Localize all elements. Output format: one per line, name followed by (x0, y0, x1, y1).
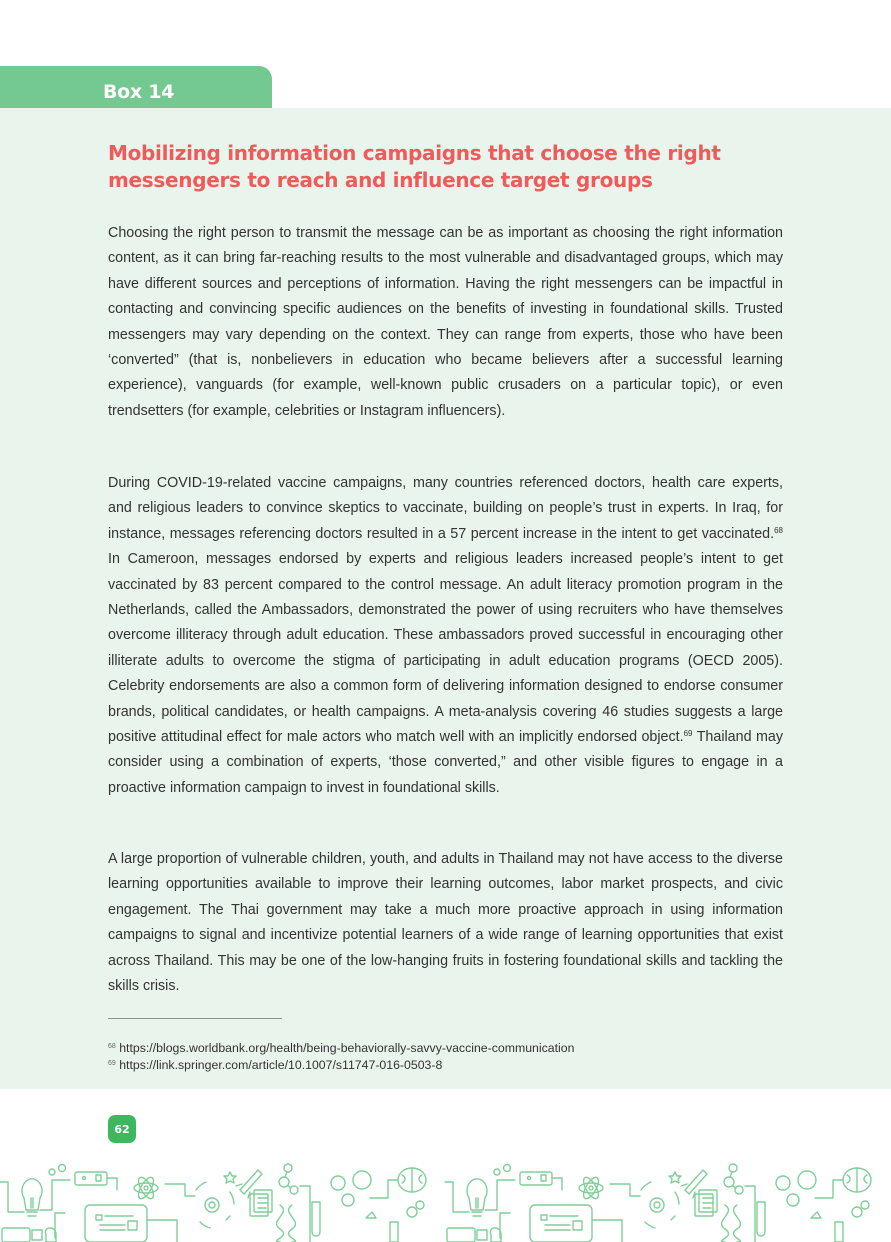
laptop-icon (85, 1205, 147, 1242)
molecule-icon (279, 1164, 298, 1194)
gear-orbit-icon (196, 1182, 234, 1228)
footnote-ref-69[interactable]: 69 (683, 729, 693, 739)
gear-icon (494, 1165, 511, 1176)
gear-orbit-icon (641, 1182, 679, 1228)
molecule-icon (724, 1164, 743, 1194)
lightbulb-icon (467, 1179, 487, 1216)
paragraph-2-part-3: Thailand may consider using a combination of experts, ‘those converted,” and other visible figures to engage in a proactive information campaign to invest in foundational skills. (108, 729, 783, 796)
footnote-68 (108, 1040, 788, 1057)
paragraph-2-part-2: In Cameroon, messages endorsed by experts and religious leaders increased people’s intent to get vaccinated by 83 percent compared to the control message. An adult literacy promotion program in the Netherlands, called the Ambassadors, demonstrated the power of using recruiters who have themselves overcome illiteracy through adult education. These ambassadors proved successful in encouraging other illiterate adults to overcome the stigma of participating in adult education programs (OECD 2005). Celebrity endorsements are also a common form of delivering information designed to endorse consumer brands, political candidates, or health campaigns. A meta-analysis covering 46 studies suggests a large positive attitudinal effect for male actors who match well with an implicitly endorsed object. (108, 551, 783, 746)
dna-icon (277, 1205, 296, 1242)
usb-chip-icon (75, 1172, 107, 1185)
gears-icon (776, 1171, 816, 1206)
laptop-icon (530, 1205, 592, 1242)
gears-icon (331, 1171, 371, 1206)
test-tube-icon (300, 1186, 320, 1242)
footnote-divider (108, 1018, 282, 1019)
usb-stick-icon (447, 1228, 487, 1242)
atom-icon (134, 1175, 158, 1201)
paragraph-3: A large proportion of vulnerable children, youth, and adults in Thailand may not have access to the diverse learning opportunities available to improve their learning outcomes, labor market prospects, and civic engagement. The Thai government may take a much more proactive approach in using information campaigns to signal and incentivize potential learners of a wide range of learning opportunities that exist across Thailand. This may be one of the low-hanging fruits in fostering foundational skills and tackling the skills crisis. (108, 851, 783, 995)
brain-icon (398, 1168, 426, 1192)
test-tube-icon (745, 1186, 765, 1242)
footnotes (108, 1040, 788, 1074)
lightbulb-icon (22, 1179, 42, 1216)
document-icon (695, 1190, 717, 1216)
brain-icon (843, 1168, 871, 1192)
box-title: Mobilizing information campaigns that choose the right messengers to reach and influence target groups (108, 141, 721, 192)
doodle-pattern-a (0, 1164, 426, 1242)
box-label: Box 14 (103, 81, 175, 103)
document-icon (250, 1190, 272, 1216)
atom-icon (579, 1175, 603, 1201)
paragraph-1: Choosing the right person to transmit the message can be as important as choosing the right information content, as it can bring far-reaching results to the most vulnerable and disadvantaged groups, which may have different sources and perceptions of information. Having the right messengers can be impactful in contacting and convincing specific audiences on the benefits of investing in foundational skills. Trusted messengers may vary depending on the context. They can range from experts, those who have been ‘converted” (that is, nonbelievers in education who became believers after a successful learning experience), vanguards (for example, well-known public crusaders on a particular topic), or even trendsetters (for example, celebrities or Instagram influencers). (108, 225, 783, 419)
paragraph-2 (108, 471, 783, 801)
usb-stick-icon (2, 1228, 42, 1242)
footnote-69 (108, 1057, 788, 1074)
doodle-pattern-b (445, 1164, 871, 1242)
footnote-number: 69 (108, 1060, 116, 1067)
footnote-link[interactable]: https://link.springer.com/article/10.1007/s11747-016-0503-8 (119, 1058, 443, 1072)
footnote-link[interactable]: https://blogs.worldbank.org/health/being-behaviorally-savvy-vaccine-communication (119, 1041, 575, 1055)
usb-chip-icon (520, 1172, 552, 1185)
science-doodle-border (0, 1150, 891, 1242)
page-number: 62 (114, 1122, 130, 1136)
page-number-badge (108, 1115, 136, 1143)
footnote-ref-68[interactable]: 68 (774, 525, 783, 535)
gear-icon (49, 1165, 66, 1176)
dna-icon (722, 1205, 741, 1242)
paragraph-2-part-1: During COVID-19-related vaccine campaigns, many countries referenced doctors, health care experts, and religious leaders to convince skeptics to vaccinate, building on people’s trust in experts. In Iraq, for instance, messages referencing doctors resulted in a 57 percent increase in the intent to get vaccinated. (108, 475, 783, 542)
footnote-number: 68 (108, 1043, 116, 1050)
